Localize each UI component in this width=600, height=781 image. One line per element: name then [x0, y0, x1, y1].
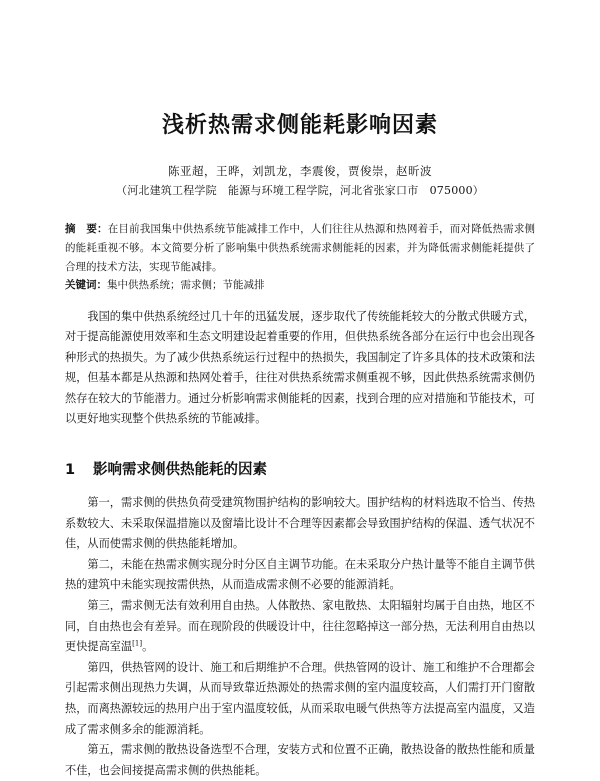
body-paragraph: 第五，需求侧的散热设备选型不合理，安装方式和位置不正确，散热设备的散热性能和质量不佳，也会间接提高需求侧的供热能耗。: [65, 743, 535, 777]
abstract-text: 在目前我国集中供热系统节能减排工作中，人们往往从热源和热网着手，而对降低热需求侧的能耗重视不够。本文简要分析了影响集中供热系统需求侧能耗的因素，并为降低需求侧能耗提供了合理的技术方法，实现节能减排。: [65, 223, 536, 273]
paper-title: 浅析热需求侧能耗影响因素: [161, 113, 438, 138]
abstract-label: 摘 要：: [65, 223, 108, 235]
keywords-block: [65, 276, 535, 295]
keywords-label: 关键词：: [65, 279, 107, 291]
citation-ref[interactable]: [1]: [132, 639, 143, 648]
keywords-text: 集中供热系统；需求侧；节能减排: [107, 279, 265, 291]
intro-paragraph: 我国的集中供热系统经过几十年的迅猛发展，逐步取代了传统能耗较大的分散式供暖方式，对于提高能源使用效率和生态文明建设起着重要的作用，但供热系统各部分在运行中也会出现各种形式的热损失。为了减少供热系统运行过程中的热损失，我国制定了许多具体的技术政策和法规，但基本都是从热源和热网处着手，往往对供热系统需求侧重视不够，因此供热系统需求侧仍然存在较大的节能潜力。通过分析影响需求侧能耗的因素，找到合理的应对措施和节能技术，可以更好地实现整个供热系统的节能减排。: [65, 310, 535, 426]
body-paragraph: 第四，供热管网的设计、施工和后期维护不合理。供热管网的设计、施工和维护不合理都会引起需求侧出现热力失调，从而导致靠近热源处的热需求侧的室内温度较高，人们需打开门窗散热，而离热源较远的热用户出于室内温度较低，从而采取电暖气供热等方法提高室内温度，又造成了需求侧多余的能源消耗。: [65, 660, 535, 736]
body-paragraph-text: 第三，需求侧无法有效利用自由热。人体散热、家电散热、太阳辐射均属于自由热，地区不同，自由热也会有差异。而在现阶段的供暖设计中，往往忽略掉这一部分热，无法利用自由热以更快提高室温: [65, 598, 535, 654]
author-affiliation: （河北建筑工程学院 能源与环境工程学院，河北省张家口市 075000）: [116, 184, 484, 197]
abstract-block: [65, 220, 535, 277]
author-list: 陈亚超，王晔，刘凯龙，李震俊，贾俊崇，赵昕波: [168, 164, 432, 178]
section-title: 影响需求侧供热能耗的因素: [93, 462, 267, 478]
body-paragraph: [65, 596, 535, 658]
paragraph-end-punct: 。: [142, 640, 154, 654]
section-number: 1: [65, 462, 76, 478]
body-paragraph: 第一，需求侧的供热负荷受建筑物围护结构的影响较大。围护结构的材料选取不恰当、传热系数较大、未采取保温措施以及窗墙比设计不合理等因素都会导致围护结构的保温、透气状况不佳，从而使需求侧的供热能耗增加。: [65, 496, 535, 551]
section-heading: [65, 458, 535, 479]
section-body: [65, 493, 535, 781]
body-paragraph: 第二，未能在热需求侧实现分时分区自主调节功能。在未采取分户热计量等不能自主调节供热的建筑中未能实现按需供热，从而造成需求侧不必要的能源消耗。: [65, 557, 535, 592]
